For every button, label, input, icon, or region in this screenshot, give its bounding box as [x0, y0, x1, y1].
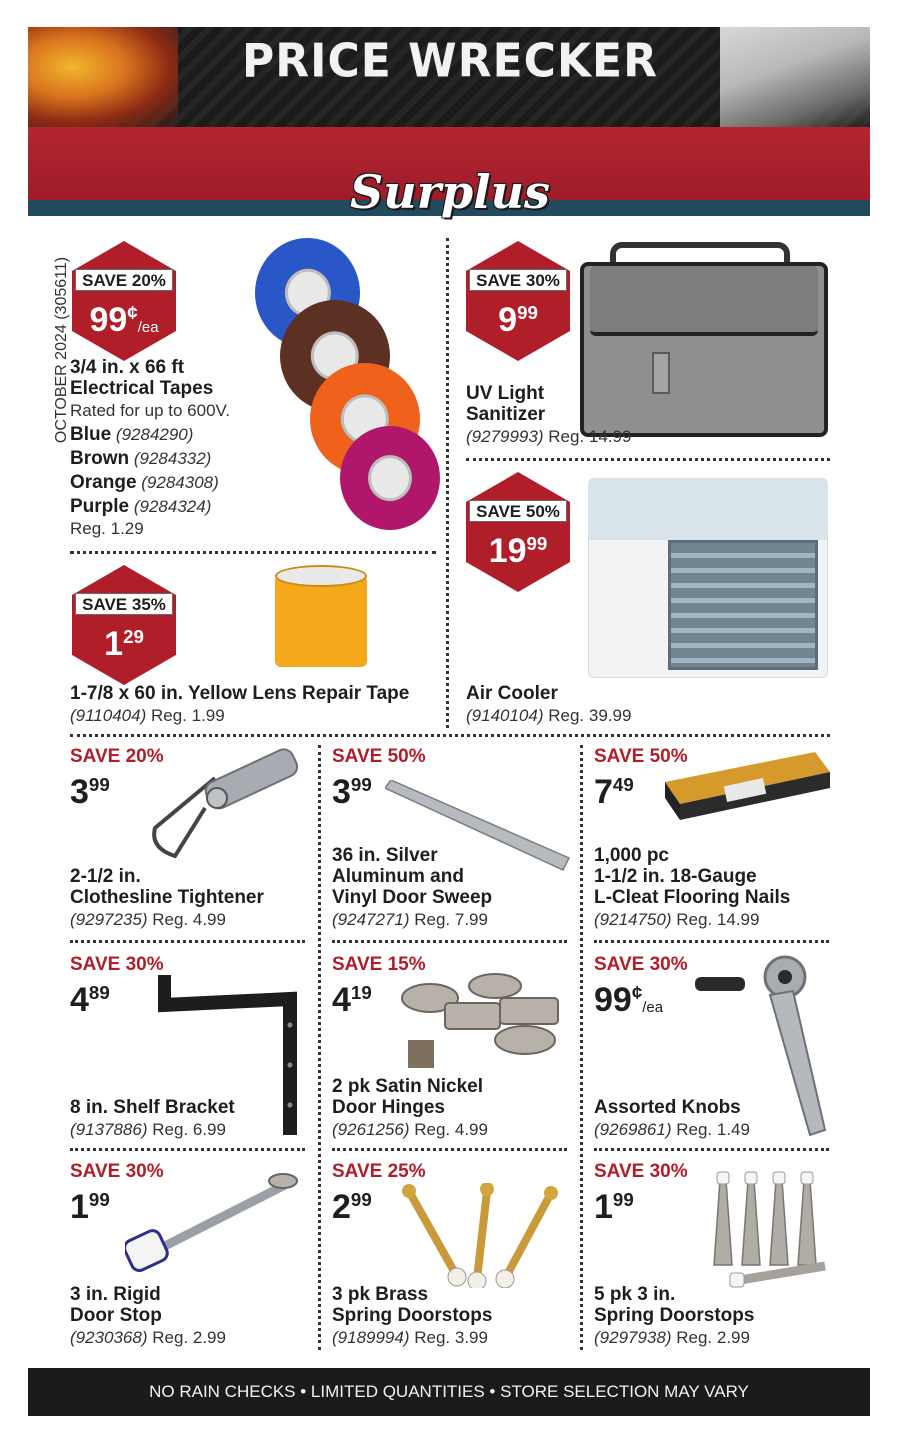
product-title: Electrical Tapes [70, 378, 214, 399]
product-info: Assorted Knobs (9269861) Reg. 1.49 [594, 1097, 750, 1139]
divider [70, 1148, 305, 1151]
rigid-door-stop-image [125, 1163, 305, 1278]
yellow-tape-image [275, 565, 367, 675]
sku: (9297235) [70, 910, 148, 929]
divider [332, 1148, 567, 1151]
product-description: Rated for up to 600V. [70, 401, 231, 420]
regular-price: Reg. 4.99 [414, 1120, 488, 1139]
sku: (9214750) [594, 910, 672, 929]
product-info-lens [70, 683, 440, 728]
variant-row: Orange (9284308) [70, 472, 219, 493]
divider [580, 745, 583, 1350]
product-info: 3 pk Brass Spring Doorstops (9189994) Reg. 3.99 [332, 1284, 493, 1347]
air-cooler-image [588, 478, 828, 678]
divider [70, 551, 436, 554]
regular-price: Reg. 14.99 [548, 427, 632, 446]
price: 99¢/ea [594, 981, 664, 1020]
product-info-cooler [466, 683, 830, 728]
product-info: 3 in. Rigid Door Stop (9230368) Reg. 2.99 [70, 1284, 226, 1347]
product-info: 5 pk 3 in. Spring Doorstops (9297938) Reg. 2.99 [594, 1284, 755, 1347]
sku: (9279993) [466, 427, 544, 446]
regular-price: Reg. 1.29 [70, 519, 144, 538]
divider [594, 1148, 829, 1151]
product-info: 36 in. Silver Aluminum and Vinyl Door Sweep (9247271) Reg. 7.99 [332, 845, 493, 929]
product-title: Air Cooler [466, 683, 558, 704]
sku: (9140104) [466, 706, 544, 725]
footer-disclaimer: NO RAIN CHECKS • LIMITED QUANTITIES • STORE SELECTION MAY VARY [28, 1368, 870, 1416]
price: $1^{99}$ [594, 1188, 634, 1227]
electrical-tapes-image [235, 238, 440, 538]
price: $7^{49}$ [594, 773, 634, 812]
price: $4^{19}$ [332, 981, 372, 1020]
door-hinges-image [400, 968, 568, 1073]
variant-row: Brown (9284332) [70, 448, 212, 469]
product-title: 1-7/8 x 60 in. Yellow Lens Repair Tape [70, 683, 410, 704]
price: $2^{99}$ [332, 1188, 372, 1227]
save-label: SAVE 50% [594, 746, 688, 767]
regular-price: Reg. 7.99 [414, 910, 488, 929]
price-badge [466, 241, 570, 361]
save-label: SAVE 20% [70, 746, 164, 767]
save-label: SAVE 20% [75, 269, 173, 291]
sku: (9110404) [70, 706, 147, 725]
regular-price: Reg. 3.99 [414, 1328, 488, 1347]
sku: (9137886) [70, 1120, 148, 1139]
price: $4^{89}$ [70, 981, 110, 1020]
sku: (9297938) [594, 1328, 672, 1347]
page-title: PRICE WRECKER [242, 34, 658, 89]
regular-price: Reg. 14.99 [676, 910, 760, 929]
variant-row: Purple (9284324) [70, 496, 212, 517]
save-label: SAVE 30% [594, 1161, 688, 1182]
divider [466, 458, 830, 461]
price: 99¢/ea [89, 301, 159, 340]
variant-row: Blue (9284290) [70, 424, 194, 445]
regular-price: Reg. 4.99 [152, 910, 226, 929]
save-label: SAVE 30% [469, 269, 567, 291]
surplus-logo: Surplus [350, 165, 550, 219]
price: $9^{99}$ [498, 301, 538, 340]
spring-doorstops-image [700, 1170, 830, 1295]
regular-price: Reg. 1.99 [150, 706, 225, 725]
regular-price: Reg. 2.99 [676, 1328, 750, 1347]
save-label: SAVE 50% [332, 746, 426, 767]
sku: (9230368) [70, 1328, 148, 1347]
save-label: SAVE 30% [594, 954, 688, 975]
sku: (9261256) [332, 1120, 410, 1139]
save-label: SAVE 30% [70, 1161, 164, 1182]
save-label: SAVE 50% [469, 500, 567, 522]
clothesline-tightener-image [145, 748, 305, 863]
product-info: 1,000 pc 1-1/2 in. 18-Gauge L-Cleat Flooring Nails (9214750) Reg. 14.99 [594, 845, 791, 929]
regular-price: Reg. 39.99 [548, 706, 632, 725]
divider [70, 940, 305, 943]
product-title: 3/4 in. x 66 ft [70, 357, 185, 378]
save-label: SAVE 25% [332, 1161, 426, 1182]
divider [446, 238, 449, 728]
product-title: UV Light [466, 383, 545, 404]
price: $1^{29}$ [104, 625, 144, 664]
save-label: SAVE 30% [70, 954, 164, 975]
sku: (9189994) [332, 1328, 410, 1347]
sku: (9269861) [594, 1120, 672, 1139]
price: $1^{99}$ [70, 1188, 110, 1227]
save-label: SAVE 35% [75, 593, 173, 615]
save-label: SAVE 15% [332, 954, 426, 975]
sku: (9247271) [332, 910, 410, 929]
product-title: Sanitizer [466, 404, 546, 425]
product-info-uv [466, 383, 706, 449]
price-badge [72, 241, 176, 361]
purple-tape [340, 426, 440, 530]
price-badge [466, 472, 570, 592]
price-badge [72, 565, 176, 685]
side-date-label: OCTOBER 2024 (305611) [53, 256, 70, 444]
product-info: 2-1/2 in. Clothesline Tightener (9297235) Reg. 4.99 [70, 866, 264, 929]
divider [332, 940, 567, 943]
price: $3^{99}$ [332, 773, 372, 812]
product-info: 8 in. Shelf Bracket (9137886) Reg. 6.99 [70, 1097, 235, 1139]
flooring-nails-box-image [665, 752, 830, 822]
price: $19^{99}$ [488, 532, 548, 571]
regular-price: Reg. 6.99 [152, 1120, 226, 1139]
price: $3^{99}$ [70, 773, 110, 812]
product-info: 2 pk Satin Nickel Door Hinges (9261256) Reg. 4.99 [332, 1076, 488, 1139]
divider [70, 734, 830, 737]
brass-spring-doorstops-image [395, 1183, 570, 1288]
regular-price: Reg. 1.49 [676, 1120, 750, 1139]
regular-price: Reg. 2.99 [152, 1328, 226, 1347]
divider [594, 940, 829, 943]
divider [318, 745, 321, 1350]
